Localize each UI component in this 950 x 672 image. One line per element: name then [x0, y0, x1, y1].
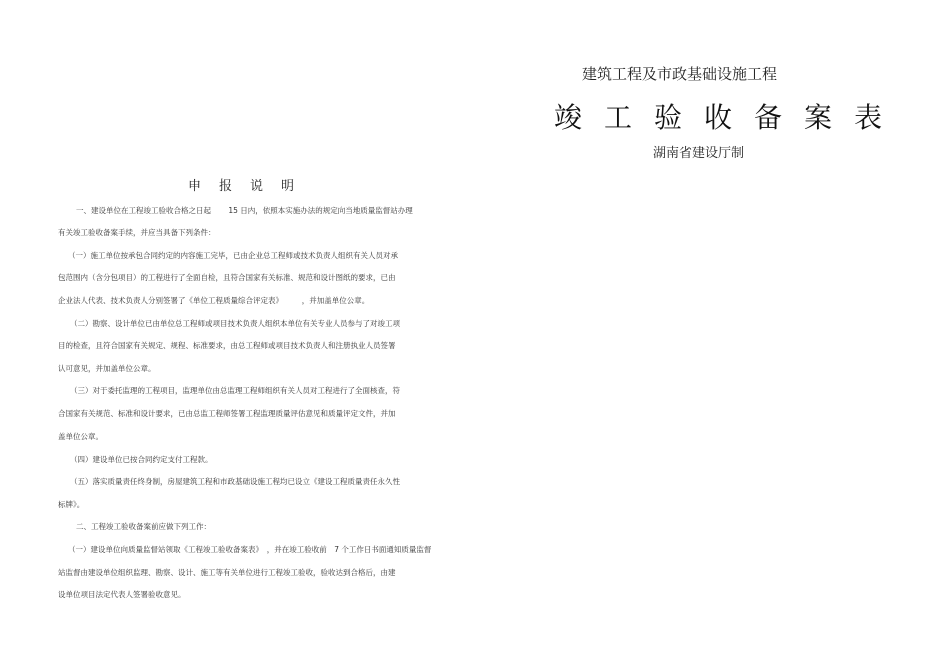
- instruction-line: （三）对于委托监理的工程项目，监理单位由总监理工程师组织有关人员对工程进行了全面核查，符: [70, 386, 400, 395]
- instruction-line: 一、建设单位在工程竣工验收合格之日起 15 日内，依照本实施办法的规定向当地质量监督站办理: [76, 206, 413, 215]
- instruction-line: 合国家有关规范、标准和设计要求，已由总监工程师签署工程监理质量评估意见和质量评定文件，并加: [58, 409, 396, 418]
- instructions-page: [0, 0, 470, 672]
- instruction-line: （一）施工单位按承包合同约定的内容施工完毕，已由企业总工程师或技术负责人组织有关人员对承: [68, 251, 398, 260]
- instruction-line: （五）落实质量责任终身制，房屋建筑工程和市政基础设施工程均已设立《建设工程质量责任永久性: [70, 477, 400, 486]
- cover-title: 竣工验收备案表: [554, 101, 905, 134]
- instructions-heading: 申报说明: [188, 179, 313, 194]
- instruction-line: 包范围内（含分包项目）的工程进行了全面自检，且符合国家有关标准、规范和设计图纸的要求，已由: [58, 273, 396, 282]
- instruction-line: 有关竣工验收备案手续，并应当具备下列条件：: [58, 228, 216, 237]
- instruction-line: 认可意见，并加盖单位公章。: [58, 364, 156, 373]
- instruction-line: 站监督由建设单位组织监理、勘察、设计、施工等有关单位进行工程竣工验收，验收达到合格后，由建: [58, 568, 396, 577]
- instruction-line: 设单位项目法定代表人签署验收意见。: [58, 590, 186, 599]
- cover-page: [470, 0, 950, 672]
- instruction-line: （二）勘察、设计单位已由单位总工程师或项目技术负责人组织本单位有关专业人员参与了对竣工项: [70, 319, 400, 328]
- instruction-line: （一）建设单位向质量监督站领取《工程竣工验收备案表》 ，并在竣工验收前 7 个工作日书面通知质量监督: [68, 545, 432, 554]
- cover-subtitle: 建筑工程及市政基础设施工程: [582, 65, 778, 83]
- instruction-line: 目的检查，且符合国家有关规定、规程、标准要求，由总工程师或项目技术负责人和注册执业人员签署: [58, 341, 396, 350]
- instruction-line: 二、工程竣工验收备案前应做下列工作：: [76, 522, 211, 531]
- instruction-line: 盖单位公章。: [58, 432, 103, 441]
- instruction-line: 标牌》。: [58, 500, 85, 509]
- instruction-line: 企业法人代表、技术负责人分别签署了《单位工程质量综合评定表》 ，并加盖单位公章。: [58, 296, 370, 305]
- instruction-line: （四）建设单位已按合同约定支付工程款。: [70, 455, 213, 464]
- cover-issuer: 湖南省建设厅制: [653, 146, 745, 161]
